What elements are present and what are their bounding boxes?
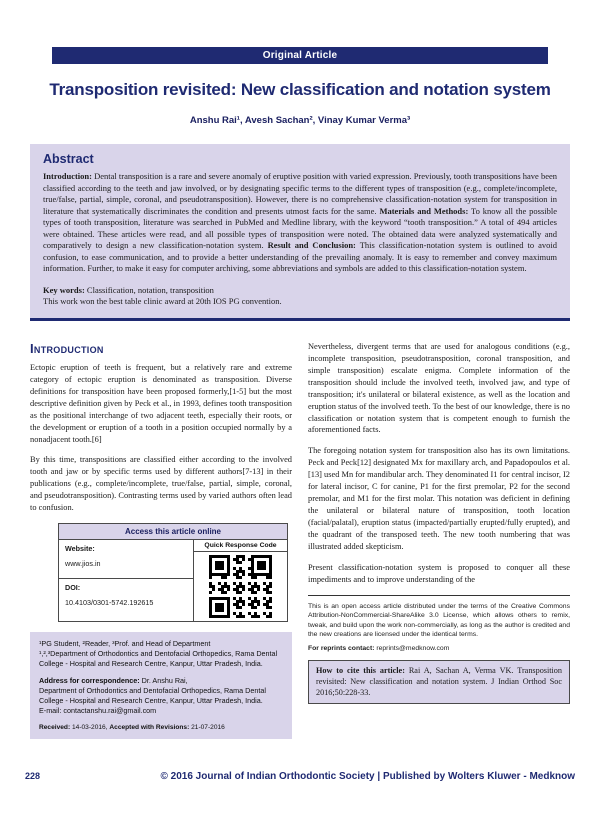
copyright-line: © 2016 Journal of Indian Orthodontic Society | Published by Wolters Kluwer - Medknow xyxy=(160,771,575,782)
dates-line xyxy=(39,723,283,732)
keywords-line xyxy=(43,285,557,297)
abstract-methods-label: Materials and Methods: xyxy=(379,205,469,216)
abstract-intro-label: Introduction: xyxy=(43,171,92,181)
access-box-left xyxy=(59,540,194,621)
abstract-intro-text: Dental transposition is a rare and severe anomaly of eruptive position with varied expression. Previously, tooth transpositions have been classified according to the teeth and jaw involved, or by designating specific terms to the different types of transposition (e.g., complete/incomplete, true/false, partial, simple, coronal, and pseudotransposition). However, there is no comprehensive classification-notation system for transposition in literature that systematically discriminates the condition and presents utmost facts for the same. xyxy=(43,171,557,216)
author-line: Anshu Rai¹, Avesh Sachan², Vinay Kumar Verma³ xyxy=(189,115,411,126)
correspondence-address: Department of Orthodontics and Dentofacial Orthopedics, Rama Dental College - Hospital and Research Centre, Kanpur, Uttar Pradesh, India. xyxy=(39,685,266,705)
body-paragraph-1: Nevertheless, divergent terms that are used for analogous conditions (e.g., incomplete transposition, pseudotransposition, coronal transposition, and simple transposition) escalate enigma. Complete information of the transposition should include the involved teeth, involved jaw, and type of transposition; it's unilateral or bilateral existence, as well as the location and eruption status of the involved teeth. To the best of our knowledge, there is no classification or notation system that is competent enough to furnish the aforementioned facts. xyxy=(308,342,570,435)
page-title: Transposition revisited: New classification and notation system xyxy=(49,80,551,99)
correspondence-name: Dr. Anshu Rai, xyxy=(139,675,188,685)
access-box-title: Access this article online xyxy=(59,524,287,540)
how-to-cite-box xyxy=(308,660,570,704)
qr-code xyxy=(194,552,287,621)
body-paragraph-3: Present classification-notation system is proposed to conquer all these impediments and to improve understanding of the xyxy=(308,562,570,584)
intro-paragraph-2: By this time, transpositions are classified either according to the involved tooth and jaw or by specific terms used by different authors[7-13] in their publications (e.g., complete/incomplete, true/false, partial, simple, coronal, and pseudotransposition). Contrasting terms used by varied authors often lead to confusion. xyxy=(30,455,292,513)
access-article-box xyxy=(58,523,288,622)
cite-label: How to cite this article: xyxy=(316,665,405,675)
abstract-heading: Abstract xyxy=(43,152,94,166)
roles-text: ¹PG Student, ²Reader, ³Prof. and Head of Department xyxy=(39,639,211,649)
page-number: 228 xyxy=(25,771,41,781)
accepted-label: Accepted with Revisions: xyxy=(109,723,190,731)
affiliations-box xyxy=(30,632,292,739)
reprints-email: reprints@medknow.com xyxy=(374,644,450,652)
correspondence-block xyxy=(39,676,283,716)
two-column-body xyxy=(30,341,570,739)
page-footer xyxy=(0,771,600,782)
abstract-result-label: Result and Conclusion: xyxy=(267,240,356,251)
abstract-text xyxy=(43,171,557,275)
doi-value: 10.4103/0301-5742.192615 xyxy=(65,598,154,608)
category-bar xyxy=(52,47,548,64)
received-label: Received: xyxy=(39,723,71,731)
website-cell xyxy=(59,540,193,579)
author-roles xyxy=(39,639,283,669)
keywords-label: Key words: xyxy=(43,284,85,295)
website-label: Website: xyxy=(65,544,95,554)
abstract-result-text: This classification-notation system is outlined to avoid confusion, to ease communication, and to provide a better understanding of the prevailing anomaly. It is easy to remember and convey maximum information. Further, to make it easy for computer archiving, some abbreviations and symbols are added to this classification-notation system. xyxy=(43,240,557,274)
abstract-methods-text: To know all the possible types of tooth transposition, literature was searched in PubMed and Medline library, with the keyword “tooth transposition.” A total of 494 articles were obtained. These articles were read, and all possible types of transposition were noted. The obtained data were analyzed systematically and comparatively to design a new classification-notation system. xyxy=(43,205,557,251)
intro-paragraph-1: Ectopic eruption of teeth is frequent, but a relatively rare and extreme category of ectopic eruption is denominated as transposition. Diverse definitions for transposition have been proposed formerly,[1-5] but the most descriptive definition given by Peck et al., in 1993, defines tooth transposition as the positional interchange of two adjacent teeth, especially their roots, or the development or eruption of a tooth in a position occupied normally by a nonadjacent tooth.[6] xyxy=(30,363,292,444)
website-url: www.jios.in xyxy=(65,559,101,569)
open-access-license: This is an open access article distributed under the terms of the Creative Commons Attribution-NonCommercial-ShareAlike 3.0 License, which allows others to remix, tweak, and build upon the work non-commercially, as long as the author is credited and the new creations are licensed under the identical terms. xyxy=(308,602,570,639)
email-value: contactanshu.rai@gmail.com xyxy=(61,705,157,715)
abstract-panel xyxy=(30,144,570,321)
email-label: E-mail: xyxy=(39,705,62,715)
received-date: 14-03-2016, xyxy=(70,723,110,731)
introduction-heading: Introduction xyxy=(30,341,104,357)
cite-text: Rai A, Sachan A, Verma VK. Transposition revisited: New classification and notation system. J Indian Orthod Soc 2016;50:228-33. xyxy=(316,665,562,698)
category-label: Original Article xyxy=(262,50,338,61)
access-box-right xyxy=(194,540,287,621)
reprints-label: For reprints contact: xyxy=(308,644,375,652)
doi-label: DOI: xyxy=(65,583,81,593)
accepted-date: 21-07-2016 xyxy=(189,723,225,731)
left-column xyxy=(30,341,292,739)
correspondence-label: Address for correspondence: xyxy=(39,675,140,685)
award-note: This work won the best table clinic award at 20th IOS PG convention. xyxy=(43,296,282,307)
reprints-line xyxy=(308,645,570,652)
doi-cell xyxy=(59,579,193,617)
body-paragraph-2: The foregoing notation system for transposition also has its own limitations. Peck and Peck[12] designated Mx for maxillary arch, and Papadopoulos et al.[13] used Mn for mandibular arch. They denominated I1 for central incisor, I2 for lateral incisor, C for canine, P1 for the first premolar, P2 for the second premolar, and M1 for the first molar. This notation was deficient in defining the unilateral or bilateral nature of transposition, tooth location (facial/palatal), eruption status (impacted/partially erupted/fully erupted), and the quadrant of the transposed teeth. The new tooth numbering that was illustrated added skepticism. xyxy=(308,446,570,551)
right-column xyxy=(308,341,570,704)
department-text: ¹,²,³Department of Orthodontics and Dentofacial Orthopedics, Rama Dental College - Hospital and Research Centre, Kanpur, Uttar Pradesh, India. xyxy=(39,649,278,668)
qr-code-label: Quick Response Code xyxy=(194,540,287,552)
license-divider xyxy=(308,595,570,596)
article-page xyxy=(0,47,600,823)
keywords-text: Classification, notation, transposition xyxy=(84,284,214,295)
